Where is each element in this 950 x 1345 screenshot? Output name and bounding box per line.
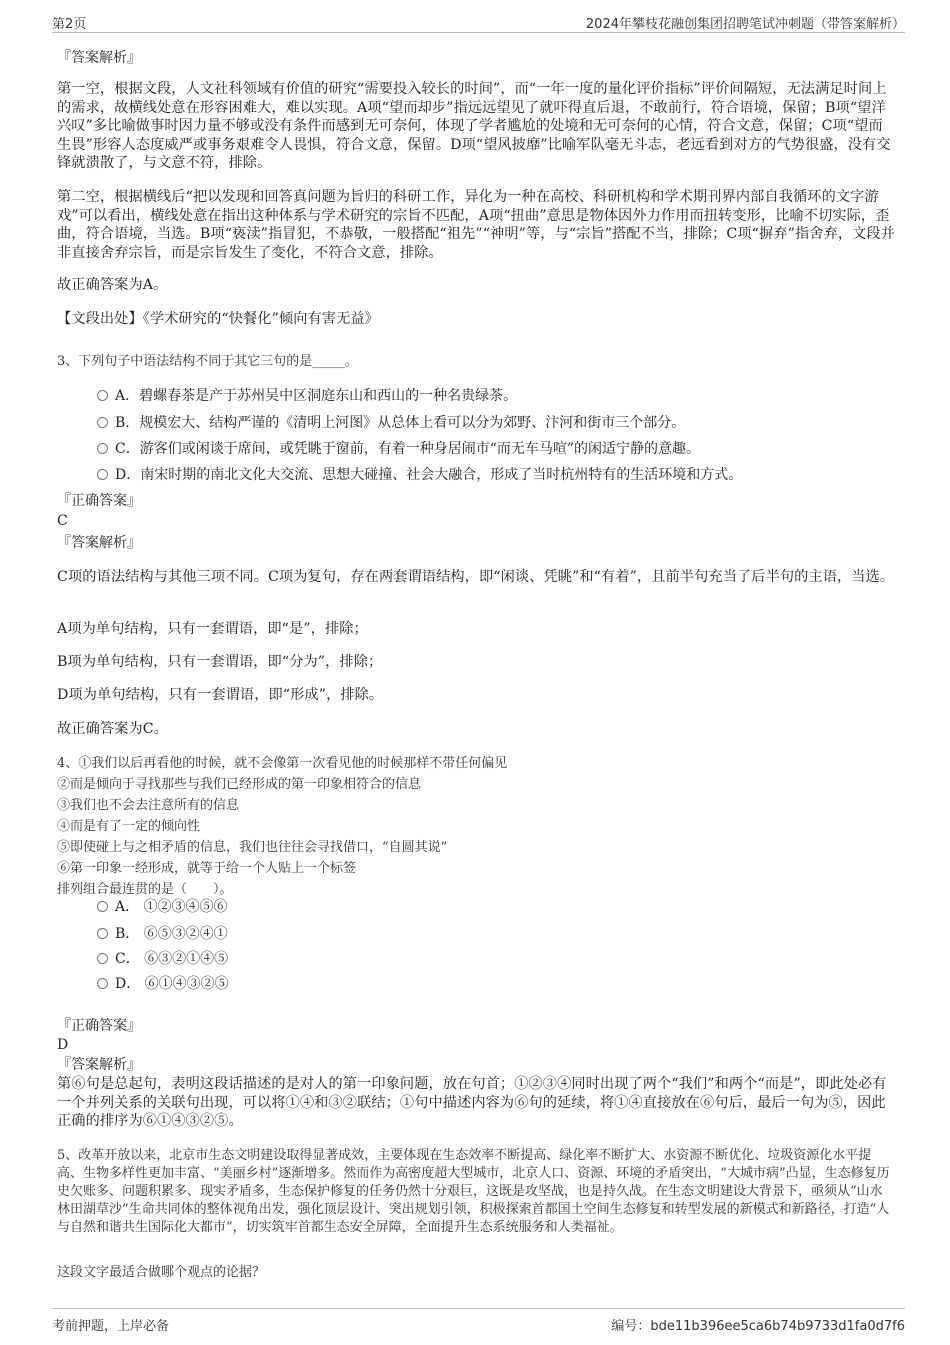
q2-source: 【文段出处】《学术研究的“快餐化”倾向有害无益》 (57, 311, 379, 327)
q4-line: ⑥第一印象一经形成，就等于给一个人贴上一个标签 (57, 861, 357, 876)
page-header (52, 10, 905, 33)
q3-option-d[interactable]: D．南宋时期的南北文化大交流、思想大碰撞、社会大融合，形成了当时杭州特有的生活环境和方式。 (97, 466, 742, 484)
q3-analysis-4: D项为单句结构，只有一套谓语，即“形成”，排除。 (57, 687, 384, 703)
q3-conclusion: 故正确答案为C。 (57, 721, 168, 737)
radio-icon[interactable] (97, 901, 108, 912)
page-footer (52, 1308, 905, 1337)
radio-icon[interactable] (97, 928, 108, 939)
q4-option-d[interactable]: D． ⑥①④③②⑤ (97, 975, 229, 993)
q3-option-a[interactable]: A．碧螺春茶是产于苏州吴中区洞庭东山和西山的一种名贵绿茶。 (97, 387, 517, 405)
q4-line: 4、①我们以后再看他的时候，就不会像第一次看见他的时候那样不带任何偏见 (57, 756, 508, 771)
q4-analysis-label: 『答案解析』 (57, 1057, 141, 1073)
radio-icon[interactable] (97, 953, 108, 964)
q4-prompt: 排列组合最连贯的是（ ）。 (57, 882, 233, 897)
q4-option-c[interactable]: C． ⑥③②①④⑤ (97, 950, 228, 968)
q3-analysis-1: C项的语法结构与其他三项不同。C项为复句，存在两套谓语结构，即“闲谈、凭眺”和“有着”，且前半句充当了后半句的主语，当选。 (57, 569, 895, 585)
q3-analysis-3: B项为单句结构，只有一套谓语，即“分为”，排除； (57, 654, 383, 670)
footer-slogan: 考前押题，上岸必备 (52, 1319, 170, 1334)
q5-text: 5、改革开放以来，北京市生态文明建设取得显著成效，主要体现在生态效率不断提高、绿化率不断扩大、水资源不断优化、垃圾资源化水平提高、生物多样性更加丰富、“美丽乡村”逐渐增多。然而作为高密度超大型城市，北京人口、资源、环境的矛盾突出，“大城市病”凸显，生态修复历史欠账多、问题积累多、现实矛盾多，生态保护修复的任务仍然十分艰巨，这既是攻坚战，也是持久战。在生态文明建设大背景下，亟须从“山水林田湖草沙”生命共同体的整体视角出发，强化顶层设计、突出规划引领，积极探索首都国土空间生态修复和转型发展的新模式和新路径，打造“人与自然和谐共生国际化大都市”，切实筑牢首都生态安全屏障，全面提升生态系统服务和人类福祉。 (57, 1148, 890, 1235)
radio-icon[interactable] (97, 390, 108, 401)
q4-line: ⑤即使碰上与之相矛盾的信息，我们也往往会寻找借口，“自圆其说” (57, 840, 448, 855)
radio-icon[interactable] (97, 443, 108, 454)
q4-option-b[interactable]: B． ⑥⑤③②④① (97, 925, 228, 943)
q3-analysis-2: A项为单句结构，只有一套谓语，即“是”，排除； (57, 621, 368, 637)
q3-option-b[interactable]: B．规模宏大、结构严谨的《清明上河图》从总体上看可以分为郊野、汴河和街市三个部分。 (97, 414, 685, 432)
analysis-label: 『答案解析』 (57, 50, 141, 66)
q3-correct-label: 『正确答案』 (57, 493, 141, 509)
q4-correct-label: 『正确答案』 (57, 1018, 141, 1034)
q4-analysis: 第⑥句是总起句，表明这段话描述的是对人的第一印象问题，放在句首；①②③④同时出现了两个“我们”和两个“而是”，即此处必有一个并列关系的关联句出现，可以将①④和③②联结；①句中描述内容为⑥句的延续，将①④直接放在⑥句后，最后一句为⑤，因此正确的排序为⑥①④③②⑤。 (57, 1076, 887, 1129)
q4-sentences (57, 753, 895, 900)
radio-icon[interactable] (97, 417, 108, 428)
q3-question: 3、下列句子中语法结构不同于其它三句的是_____。 (57, 354, 358, 369)
q3-option-c[interactable]: C．游客们或闲谈于席间，或凭眺于窗前，有着一种身居闹市“而无车马喧”的闲适宁静的意趣。 (97, 440, 700, 458)
q5-question: 这段文字最适合做哪个观点的论据？ (57, 1265, 266, 1280)
q3-analysis-label: 『答案解析』 (57, 535, 141, 551)
q3-correct-answer: C (57, 513, 68, 529)
q4-option-a[interactable]: A． ①②③④⑤⑥ (97, 898, 228, 916)
document-title: 2024年攀枝花融创集团招聘笔试冲刺题（带答案解析） (585, 17, 905, 32)
radio-icon[interactable] (97, 469, 108, 480)
document-id: 编号：bde11b396ee5ca6b74b9733d1fa0d7f6 (611, 1319, 905, 1334)
q4-line: ③我们也不会去注意所有的信息 (57, 798, 240, 813)
radio-icon[interactable] (97, 978, 108, 989)
q2-analysis-paragraph-1: 第一空，根据文段，人文社科领域有价值的研究“需要投入较长的时间”，而“一年一度的量化评价指标”评价间隔短，无法满足时间上的需求，故横线处意在形容困难大，难以实现。A项“望而却步”指远远望见了就吓得直后退，不敢前行，符合语境，保留；B项“望洋兴叹”多比喻做事时因力量不够或没有条件而感到无可奈何，体现了学者尴尬的处境和无可奈何的心情，符合文意，保留；C项“望而生畏”形容人态度威严或事务艰难令人畏惧，符合文意，保留。D项“望风披靡”比喻军队毫无斗志，老远看到对方的气势很盛，没有交锋就溃散了，与文意不符，排除。 (57, 81, 891, 171)
q4-correct-answer: D (57, 1037, 69, 1053)
q4-line: ④而是有了一定的倾向性 (57, 819, 201, 834)
page-number: 第2页 (52, 17, 87, 32)
q2-conclusion: 故正确答案为A。 (57, 277, 168, 293)
q4-line: ②而是倾向于寻找那些与我们已经形成的第一印象相符合的信息 (57, 777, 422, 792)
q2-analysis-paragraph-2: 第二空，根据横线后“把以发现和回答真问题为旨归的科研工作，异化为一种在高校、科研机构和学术期刊界内部自我循环的文字游戏”可以看出，横线处意在指出这种体系与学术研究的宗旨不匹配，A项“扭曲”意思是物体因外力作用而扭转变形，比喻不切实际，歪曲，符合语境，当选。B项“亵渎”指冒犯，不恭敬，一般搭配“祖先”“神明”等，与“宗旨”搭配不当，排除；C项“摒弃”指舍弃，文段并非直接舍弃宗旨，而是宗旨发生了变化，不符合文意，排除。 (57, 189, 895, 261)
